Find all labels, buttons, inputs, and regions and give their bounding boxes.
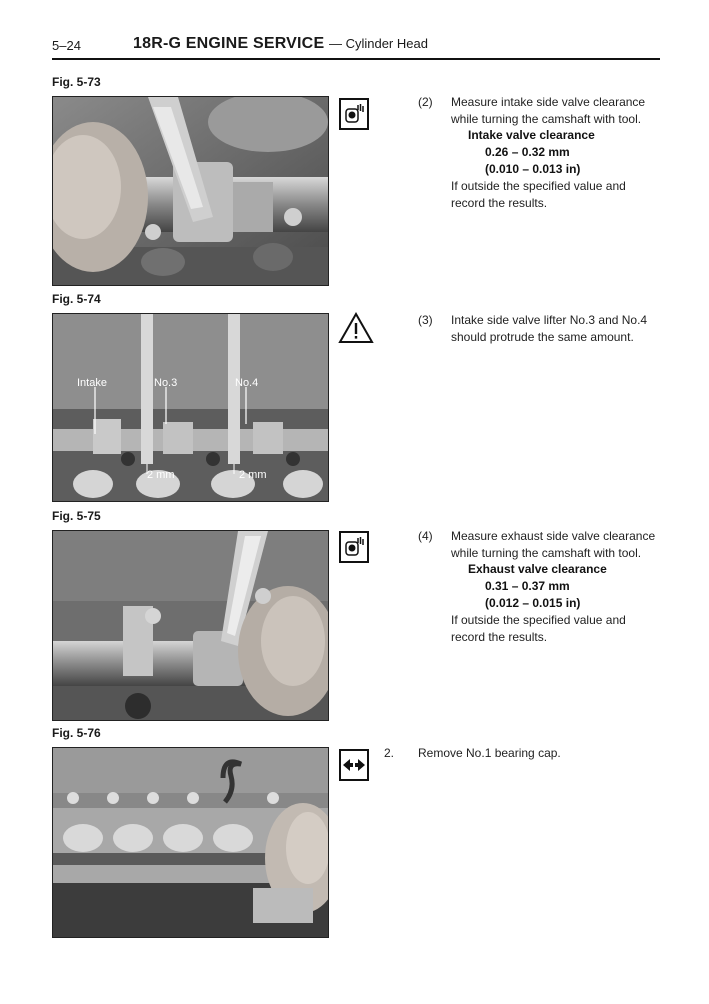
figure-label: Fig. 5-76 <box>52 726 101 740</box>
step-text: Remove No.1 bearing cap. <box>418 746 561 760</box>
figure-label: Fig. 5-73 <box>52 75 101 89</box>
step-number: (2) <box>418 95 433 109</box>
page-header <box>52 36 660 60</box>
hand-measure-icon <box>339 98 369 130</box>
section-title: 18R-G ENGINE SERVICE — Cylinder Head <box>133 35 428 52</box>
spec-title: Intake valve clearance <box>468 128 595 142</box>
callout-intake: Intake <box>77 377 107 389</box>
callout-no3: No.3 <box>154 377 178 389</box>
spec-title: Exhaust valve clearance <box>468 562 607 576</box>
callout-gap-left: 2 mm <box>147 469 175 481</box>
figure-photo-measure-exhaust <box>52 530 329 721</box>
page-number: 5–24 <box>52 38 81 53</box>
step-number: (4) <box>418 529 433 543</box>
step-after-text: If outside the specified value and record the results. <box>451 179 626 210</box>
step-text: Measure exhaust side valve clearance while turning the camshaft with tool. <box>451 529 656 560</box>
step-after-text: If outside the specified value and record the results. <box>451 613 626 644</box>
spec-value-in: (0.010 – 0.013 in) <box>485 162 581 176</box>
header-rule <box>52 58 660 60</box>
hand-measure-icon <box>339 531 369 563</box>
step-text: Intake side valve lifter No.3 and No.4 should protrude the same amount. <box>451 313 648 344</box>
callout-no4: No.4 <box>235 377 259 389</box>
figure-photo-remove-bearing-cap <box>52 747 329 938</box>
section-subtitle: — Cylinder Head <box>328 36 428 51</box>
figure-label: Fig. 5-74 <box>52 292 101 306</box>
remove-arrows-icon <box>339 749 369 781</box>
step-number: 2. <box>384 746 395 760</box>
figure-photo-lifter-protrusion <box>52 313 329 502</box>
figure-photo-measure-intake <box>52 96 329 286</box>
spec-value-mm: 0.26 – 0.32 mm <box>485 145 570 159</box>
step-text: Measure intake side valve clearance while turning the camshaft with tool. <box>451 95 646 126</box>
warning-icon <box>338 312 374 349</box>
figure-label: Fig. 5-75 <box>52 509 101 523</box>
step-number: (3) <box>418 313 433 327</box>
spec-value-mm: 0.31 – 0.37 mm <box>485 579 570 593</box>
spec-value-in: (0.012 – 0.015 in) <box>485 596 581 610</box>
callout-gap-right: 2 mm <box>239 469 267 481</box>
